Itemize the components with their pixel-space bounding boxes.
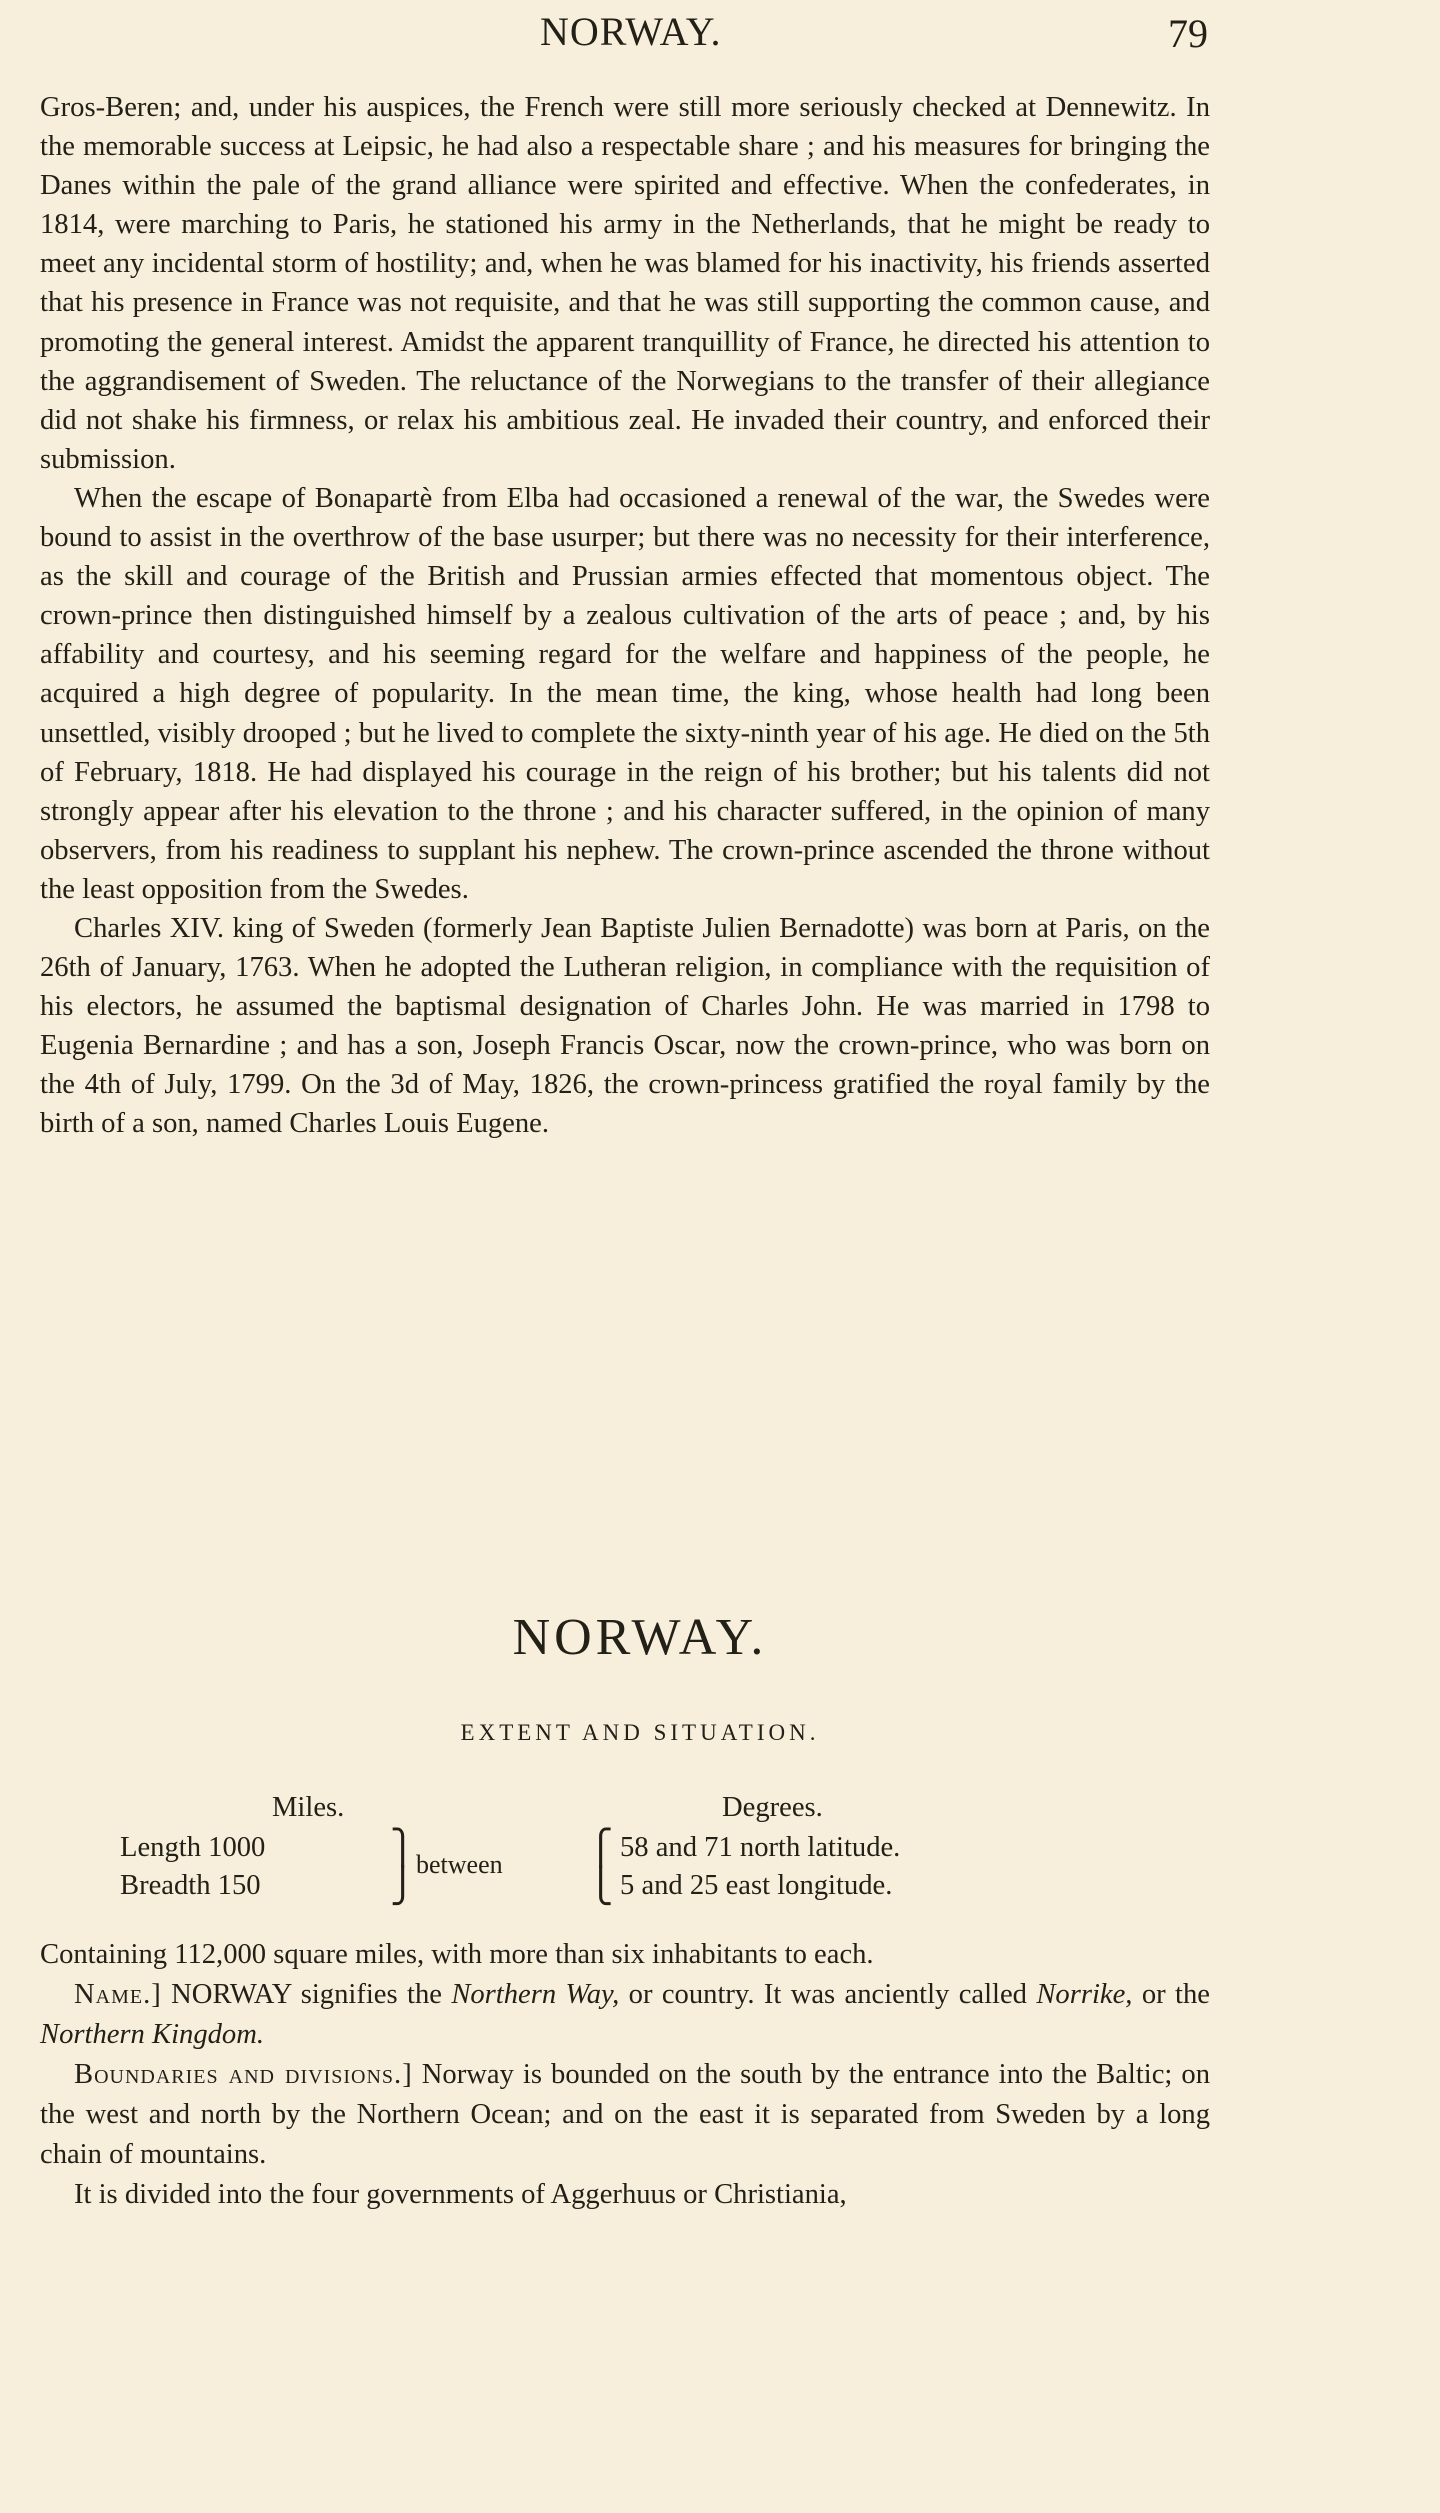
extent-table xyxy=(120,1792,1220,1922)
name-em-3: Northern Kingdom. xyxy=(40,2019,265,2050)
longitude-range: 5 and 25 east longitude. xyxy=(620,1870,893,1901)
running-head: NORWAY. xyxy=(540,9,722,54)
left-brace-bottom: ⎭ xyxy=(390,1868,416,1905)
name-text-3: or the xyxy=(1141,1979,1210,2010)
miles-header: Miles. xyxy=(272,1792,345,1823)
name-em-1: Northern Way, xyxy=(451,1979,620,2010)
between-label: between xyxy=(416,1850,503,1879)
right-brace-top: ⎧ xyxy=(588,1830,614,1867)
paragraph-charles-xiv: Charles XIV. king of Sweden (formerly Jean Baptiste Julien Bernadotte) was born at Paris, on the 26th of January, 1763. When he adopted the Lutheran religion, in compliance with the requisition of his electors, he assumed the baptismal designation of Charles John. He was married in 1798 to Eugenia Bernardine ; and has a son, Joseph Francis Oscar, now the crown-prince, who was born on the 4th of July, 1799. On the 3d of May, 1826, the crown-princess gratified the royal family by the birth of a son, named Charles Louis Eugene. xyxy=(40,912,1210,1140)
body-text xyxy=(40,88,1210,1144)
divisions-line: It is divided into the four governments of Aggerhuus or Christiania, xyxy=(74,2179,847,2210)
name-paragraph xyxy=(40,1975,1210,2055)
name-label: Name.] xyxy=(74,1979,162,2010)
name-text-1: NORWAY signifies the xyxy=(171,1979,442,2010)
paragraph-escape-from-elba: When the escape of Bonapartè from Elba had occasioned a renewal of the war, the Swedes were bound to assist in the overthrow of the base usurper; but there was no necessity for their interference, as the skill and courage of the British and Prussian armies effected that momentous object. The crown-prince then distinguished himself by a zealous cultivation of the arts of peace ; and, by his affability and courtesy, and his seeming regard for the welfare and happiness of the people, he acquired a high degree of popularity. In the mean time, the king, whose health had long been unsettled, visibly drooped ; but he lived to complete the sixty-ninth year of his age. He died on the 5th of February, 1818. He had displayed his courage in the reign of his brother; but his talents did not strongly appear after his elevation to the throne ; and his character suffered, in the opinion of many observers, from his readiness to supplant his nephew. The crown-prince ascended the throne without the least opposition from the Swedes. xyxy=(40,482,1210,905)
boundaries-text: Norway is bounded on the south by the entrance into the Baltic; on the west and north by the Northern Ocean; and on the east it is separated from Sweden by a long chain of mountains. xyxy=(40,2059,1210,2170)
name-em-2: Norrike, xyxy=(1036,1979,1133,2010)
name-text-2: or country. It was anciently called xyxy=(628,1979,1027,2010)
boundaries-label: Boundaries and divisions.] xyxy=(74,2059,413,2090)
length-label: Length 1000 xyxy=(120,1832,266,1863)
right-brace-bottom: ⎩ xyxy=(588,1868,614,1905)
breadth-label: Breadth 150 xyxy=(120,1870,261,1901)
page-number: 79 xyxy=(1168,11,1208,56)
containing-line: Containing 112,000 square miles, with more than six inhabitants to each. xyxy=(40,1939,874,1970)
page-header xyxy=(40,8,1240,60)
section-title: NORWAY. xyxy=(512,1609,768,1666)
degrees-header: Degrees. xyxy=(722,1792,823,1823)
section-subtitle: EXTENT AND SITUATION. xyxy=(460,1720,820,1745)
norway-description xyxy=(40,1935,1210,2215)
paragraph-continuation: Gros-Beren; and, under his auspices, the French were still more seriously checked at Dennewitz. In the memorable success at Leipsic, he had also a respectable share ; and his measures for bringing the Danes within the pale of the grand alliance were spirited and effective. When the confederates, in 1814, were marching to Paris, he stationed his army in the Netherlands, that he might be ready to meet any incidental storm of hostility; and, when he was blamed for his inactivity, his friends asserted that his presence in France was not requisite, and that he was still supporting the common cause, and promoting the general interest. Amidst the apparent tranquillity of France, he directed his attention to the aggrandisement of Sweden. The reluctance of the Norwegians to the transfer of their allegiance did not shake his firmness, or relax his ambitious zeal. He invaded their country, and enforced their submission. xyxy=(40,92,1210,475)
latitude-range: 58 and 71 north latitude. xyxy=(620,1832,901,1863)
boundaries-paragraph xyxy=(40,2055,1210,2175)
left-brace-top: ⎫ xyxy=(390,1830,416,1867)
